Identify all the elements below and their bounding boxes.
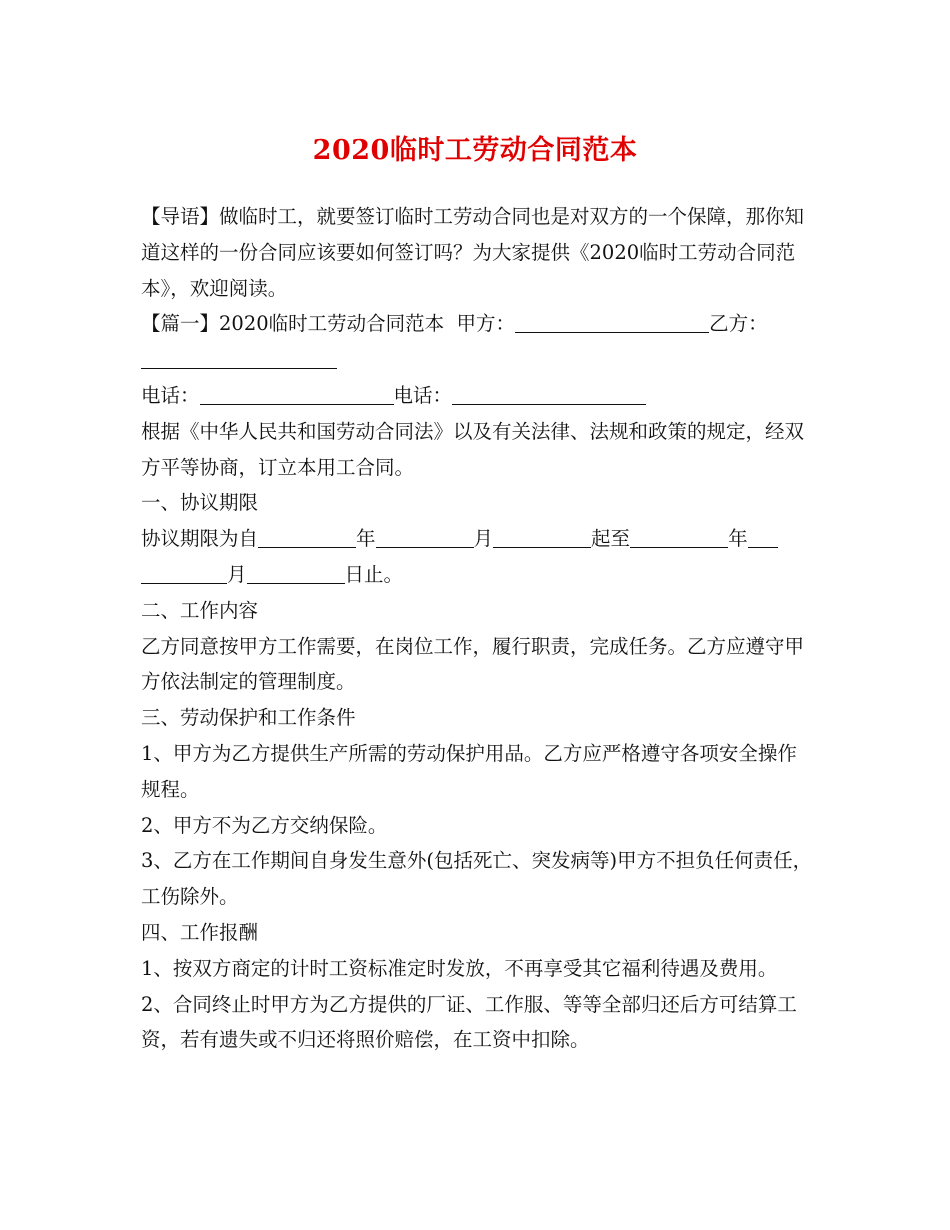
section-4-item-1: 1、按双方商定的计时工资标准定时发放，不再享受其它福利待遇及费用。 [141,956,778,980]
section-1-heading: 一、协议期限 [141,491,259,515]
phone-b-blank[interactable] [452,384,646,405]
from-label: 起至 [591,527,631,551]
intro-paragraph: 【导语】做临时工，就要签订临时工劳动合同也是对双方的一个保障，那你知道这样的一份合同应该要如何签订吗？为大家提供《2020临时工劳动合同范本》，欢迎阅读。 [141,205,805,300]
term-prefix: 协议期限为自 [141,527,259,551]
preamble-paragraph: 根据《中华人民共和国劳动合同法》以及有关法律、法规和政策的规定，经双方平等协商，订立本用工合同。 [141,419,805,479]
phone-b-label: 电话： [393,383,453,407]
party-b-blank[interactable] [141,349,337,370]
month-label: 月 [473,527,494,551]
month-label-2: 月 [227,562,247,586]
day-end-label: 日止。 [344,562,404,586]
phone-a-blank[interactable] [200,384,394,405]
section-3-item-3: 3、乙方在工作期间自身发生意外(包括死亡、突发病等)甲方不担负任何责任，工伤除外。 [141,849,813,909]
document-body [141,199,816,1058]
section-4-heading: 四、工作报酬 [141,920,259,944]
phone-a-label: 电话： [141,383,200,407]
party-b-label: 乙方： [709,312,768,336]
phone-line [141,378,816,414]
document-title: 2020临时工劳动合同范本 [312,135,638,166]
year-label-2: 年 [728,527,748,551]
party-a-blank[interactable] [515,313,709,334]
start-year-blank[interactable] [258,528,356,549]
start-day-blank[interactable] [493,528,591,549]
start-month-blank[interactable] [376,528,474,549]
section-2-text: 乙方同意按甲方工作需要，在岗位工作，履行职责，完成任务。乙方应遵守甲方依法制定的管理制度。 [141,634,805,694]
section-2-heading: 二、工作内容 [141,598,259,622]
section-3-heading: 三、劳动保护和工作条件 [141,706,356,730]
section-3-item-2: 2、甲方不为乙方交纳保险。 [141,813,388,837]
end-month-blank-b[interactable] [141,563,227,584]
section-4-item-2: 2、合同终止时甲方为乙方提供的厂证、工作服、等等全部归还后方可结算工资，若有遗失或不归还将照价赔偿，在工资中扣除。 [141,992,797,1052]
year-label: 年 [356,527,376,551]
end-month-blank-a[interactable] [748,528,778,549]
chapter-heading: 【篇一】2020临时工劳动合同范本 [141,312,445,336]
section-3-item-1: 1、甲方为乙方提供生产所需的劳动保护用品。乙方应严格遵守各项安全操作规程。 [141,741,797,801]
party-line [141,306,816,378]
end-year-blank[interactable] [630,528,728,549]
term-line [141,521,816,593]
end-day-blank[interactable] [247,563,345,584]
party-a-label: 甲方： [456,312,516,336]
